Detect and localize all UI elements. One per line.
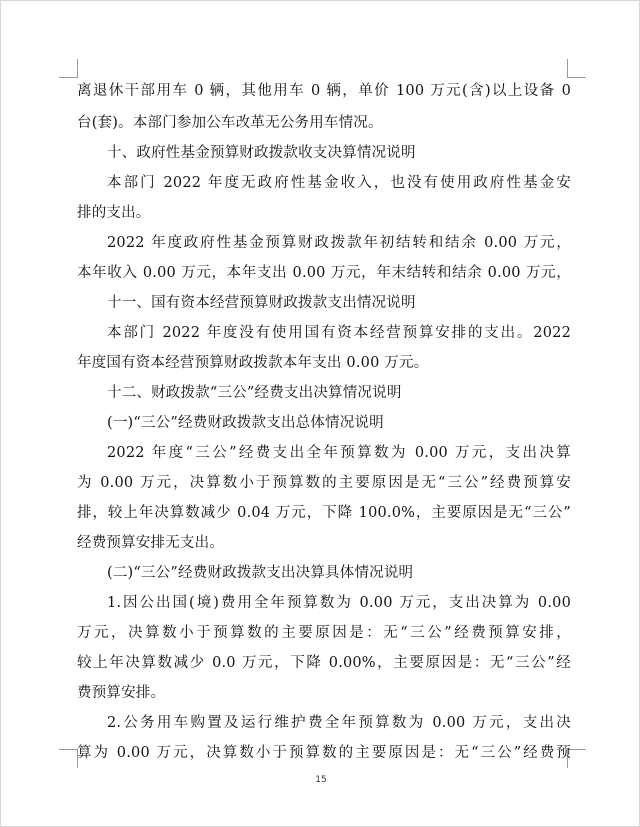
text-line: 1.因公出国(境)费用全年预算数为 0.00 万元，支出决算为 0.00 bbox=[107, 595, 571, 611]
text-line: 2022 年度“三公”经费支出全年预算数为 0.00 万元，支出决算 bbox=[107, 445, 571, 461]
text-line: 较上年决算数减少 0.0 万元，下降 0.00%，主要原因是：无“三公”经 bbox=[77, 655, 571, 671]
section-heading: 十二、财政拨款“三公”经费支出决算情况说明 bbox=[107, 385, 402, 401]
crop-mark-top-right bbox=[567, 59, 586, 78]
text-line: 费预算安排。 bbox=[77, 685, 166, 701]
text-line: 排，较上年决算数减少 0.04 万元，下降 100.0%，主要原因是无“三公” bbox=[77, 505, 571, 521]
text-line: 台(套)。本部门参加公车改革无公务用车情况。 bbox=[77, 115, 383, 131]
section-heading: 十一、国有资本经营预算财政拨款支出情况说明 bbox=[107, 295, 416, 311]
text-line: 2.公务用车购置及运行维护费全年预算数为 0.00 万元，支出决 bbox=[107, 715, 571, 731]
text-line: 排的支出。 bbox=[77, 205, 151, 221]
subsection-heading: (一)“三公”经费财政拨款支出总体情况说明 bbox=[107, 415, 384, 431]
text-line: 2022 年度政府性基金预算财政拨款年初结转和结余 0.00 万元， bbox=[107, 235, 571, 251]
crop-mark-top-left bbox=[59, 59, 78, 78]
text-line: 离退休干部用车 0 辆，其他用车 0 辆，单价 100 万元(含)以上设备 0 bbox=[77, 83, 571, 99]
section-heading: 十、政府性基金预算财政拨款收支决算情况说明 bbox=[107, 145, 416, 161]
text-line: 本部门 2022 年度没有使用国有资本经营预算安排的支出。2022 bbox=[107, 325, 571, 341]
text-line: 本部门 2022 年度无政府性基金收入，也没有使用政府性基金安 bbox=[107, 175, 571, 191]
crop-mark-bottom-left bbox=[59, 749, 78, 768]
text-line: 为 0.00 万元，决算数小于预算数的主要原因是无“三公”经费预算安 bbox=[77, 475, 571, 491]
text-line: 算为 0.00 万元，决算数小于预算数的主要原因是：无“三公”经费预 bbox=[77, 745, 571, 761]
text-line: 本年收入 0.00 万元，本年支出 0.00 万元，年末结转和结余 0.00 万元， bbox=[77, 265, 571, 281]
text-line: 经费预算安排无支出。 bbox=[77, 535, 224, 551]
page-number: 15 bbox=[315, 775, 327, 785]
text-line: 万元，决算数小于预算数的主要原因是：无“三公”经费预算安排， bbox=[77, 625, 571, 641]
subsection-heading: (二)“三公”经费财政拨款支出决算具体情况说明 bbox=[107, 565, 414, 581]
text-line: 年度国有资本经营预算财政拨款本年支出 0.00 万元。 bbox=[77, 355, 429, 371]
